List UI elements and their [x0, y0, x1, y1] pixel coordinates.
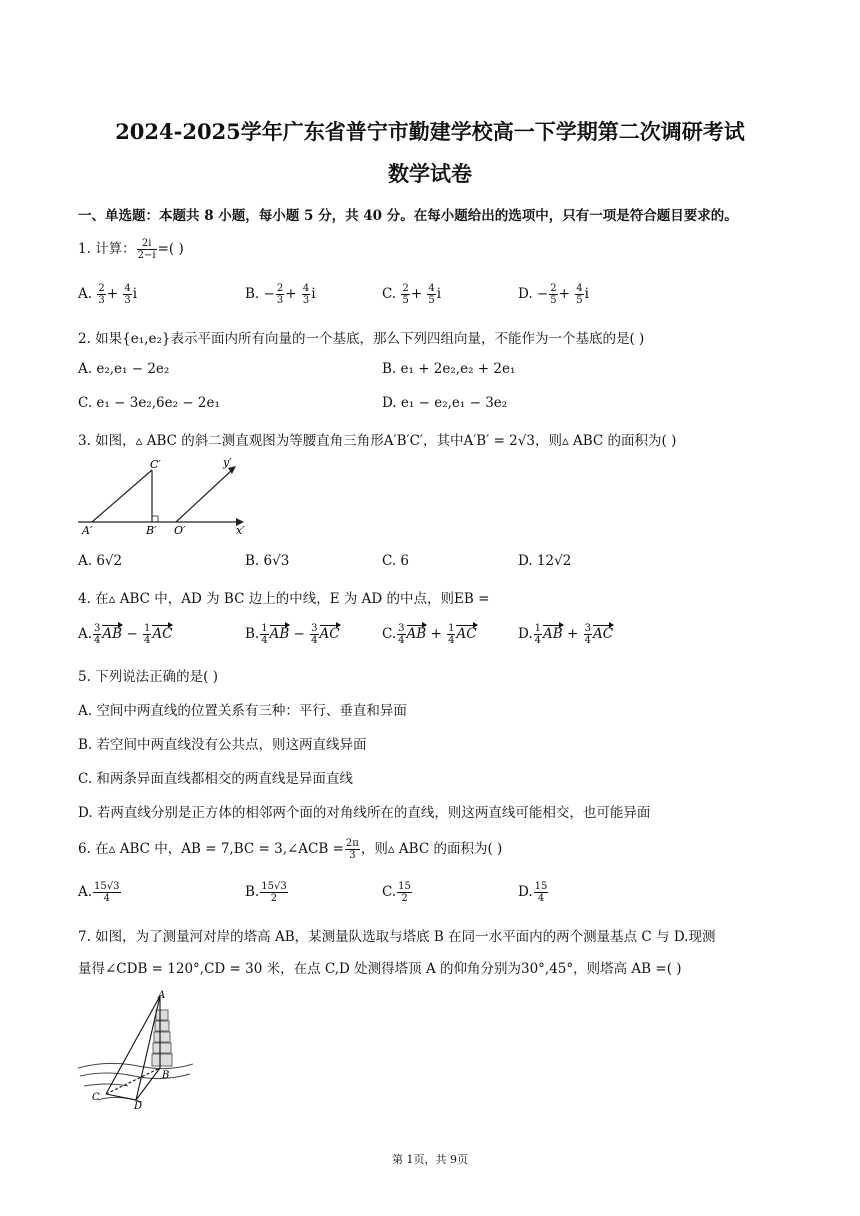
tower-tier-2	[155, 1021, 169, 1031]
q4-option-a[interactable]: A. $\frac{3}{4}$ AB − $\frac{1}{4}$ AC	[78, 623, 173, 646]
q2-option-b[interactable]: B. e₁ + 2e₂,e₂ + 2e₁	[382, 361, 516, 377]
exam-subtitle: 数学试卷	[388, 161, 472, 186]
q7-tower-figure	[78, 990, 193, 1110]
exam-title: 2024-2025学年广东省普宁市勤建学校高一下学期第二次调研考试	[115, 119, 745, 144]
y-axis	[176, 470, 232, 522]
question-7-line-2: 量得∠CDB = 120°,CD = 30 米，在点 C,D 处测得塔顶 A 的仰角分别为30°,45°，则塔高 AB =( )	[78, 961, 682, 977]
tower-tier-3	[154, 1032, 170, 1042]
segment-ac	[92, 470, 152, 522]
q1-option-a[interactable]: A. $\frac{2}{3}$ + $\frac{4}{3}$ i	[78, 283, 138, 306]
question-5: 5. 下列说法正确的是( )	[78, 669, 218, 685]
q3-option-b[interactable]: B. 6√3	[245, 553, 290, 569]
q1-option-b[interactable]: B. − $\frac{2}{3}$ + $\frac{4}{3}$ i	[245, 283, 316, 306]
label-o: O′	[174, 524, 186, 537]
label-a: A	[158, 990, 166, 1001]
q3-option-d[interactable]: D. 12√2	[518, 553, 572, 569]
q5-option-b[interactable]: B. 若空间中两直线没有公共点，则这两直线异面	[78, 737, 367, 753]
question-1	[78, 237, 184, 261]
question-7-line-1: 7. 如图，为了测量河对岸的塔高 AB，某测量队选取与塔底 B 在同一水平面内的两个测量基点 C 与 D.现测	[78, 929, 716, 945]
q6-option-a[interactable]: A. $\frac{15√3}{4}$	[78, 881, 120, 904]
q5-option-a[interactable]: A. 空间中两直线的位置关系有三种：平行、垂直和异面	[78, 703, 407, 719]
tower-tier-1	[156, 1010, 168, 1020]
question-6: 6. 在▵ ABC 中，AB = 7,BC = 3,∠ACB = $\frac{2\pi}{3}$ ，则▵ ABC 的面积为( )	[78, 838, 503, 861]
segment-cb	[106, 1068, 160, 1094]
water-line-2	[80, 1073, 190, 1079]
q6-option-d[interactable]: D. $\frac{15}{4}$	[518, 881, 548, 904]
label-c: C	[92, 1092, 100, 1103]
question-3: 3. 如图，▵ ABC 的斜二测直观图为等腰直角三角形A′B′C′，其中A′B′ = 2√3，则▵ ABC 的面积为( )	[78, 433, 677, 449]
label-x: x′	[236, 524, 245, 537]
q5-option-d[interactable]: D. 若两直线分别是正方体的相邻两个面的对角线所在的直线，则这两直线可能相交，也可能异面	[78, 805, 651, 821]
label-y: y′	[223, 458, 232, 469]
q3-option-c[interactable]: C. 6	[382, 553, 410, 569]
q1-stem: 1. 计算：	[78, 241, 136, 257]
tower-tier-4	[153, 1043, 171, 1053]
q5-option-c[interactable]: C. 和两条异面直线都相交的两直线是异面直线	[78, 771, 353, 787]
label-b: B	[162, 1070, 170, 1081]
question-4: 4. 在▵ ABC 中，AD 为 BC 边上的中线，E 为 AD 的中点，则EB =	[78, 591, 490, 607]
q4-option-d[interactable]: D. $\frac{1}{4}$ AB + $\frac{3}{4}$ AC	[518, 623, 614, 646]
label-a: A′	[82, 524, 93, 537]
q2-option-d[interactable]: D. e₁ − e₂,e₁ − 3e₂	[382, 395, 508, 411]
q3-option-a[interactable]: A. 6√2	[78, 553, 123, 569]
q2-option-c[interactable]: C. e₁ − 3e₂,6e₂ − 2e₁	[78, 395, 220, 411]
q6-option-b[interactable]: B. $\frac{15√3}{2}$	[245, 881, 287, 904]
water-line-1	[78, 1063, 193, 1068]
tower-tier-5	[152, 1054, 172, 1066]
right-angle-mark	[152, 516, 158, 522]
q1-fraction: $\frac{2i}{2-i}$	[137, 238, 156, 261]
label-c: C′	[150, 458, 161, 471]
question-2: 2. 如果{e₁,e₂}表示平面内所有向量的一个基底，那么下列四组向量，不能作为一个基底的是( )	[78, 331, 645, 347]
q1-option-d[interactable]: D. − $\frac{2}{5}$ + $\frac{4}{5}$ i	[518, 283, 589, 306]
q3-oblique-figure	[78, 458, 248, 538]
q2-option-a[interactable]: A. e₂,e₁ − 2e₂	[78, 361, 170, 377]
q1-tail: =( )	[157, 241, 184, 257]
segment-cd	[106, 1094, 136, 1100]
q4-option-b[interactable]: B. $\frac{1}{4}$ AB − $\frac{3}{4}$ AC	[245, 623, 340, 646]
q1-option-c[interactable]: C. $\frac{2}{5}$ + $\frac{4}{5}$ i	[382, 283, 442, 306]
section-heading: 一、单选题：本题共 8 小题，每小题 5 分，共 40 分。在每小题给出的选项中，只有一项是符合题目要求的。	[78, 208, 738, 224]
q4-option-c[interactable]: C. $\frac{3}{4}$ AB + $\frac{1}{4}$ AC	[382, 623, 477, 646]
label-b: B′	[146, 524, 157, 537]
water-line-3	[84, 1084, 128, 1086]
label-d: D	[134, 1101, 143, 1110]
page-footer: 第 1页，共 9页	[392, 1153, 468, 1166]
q6-option-c[interactable]: C. $\frac{15}{2}$	[382, 881, 411, 904]
